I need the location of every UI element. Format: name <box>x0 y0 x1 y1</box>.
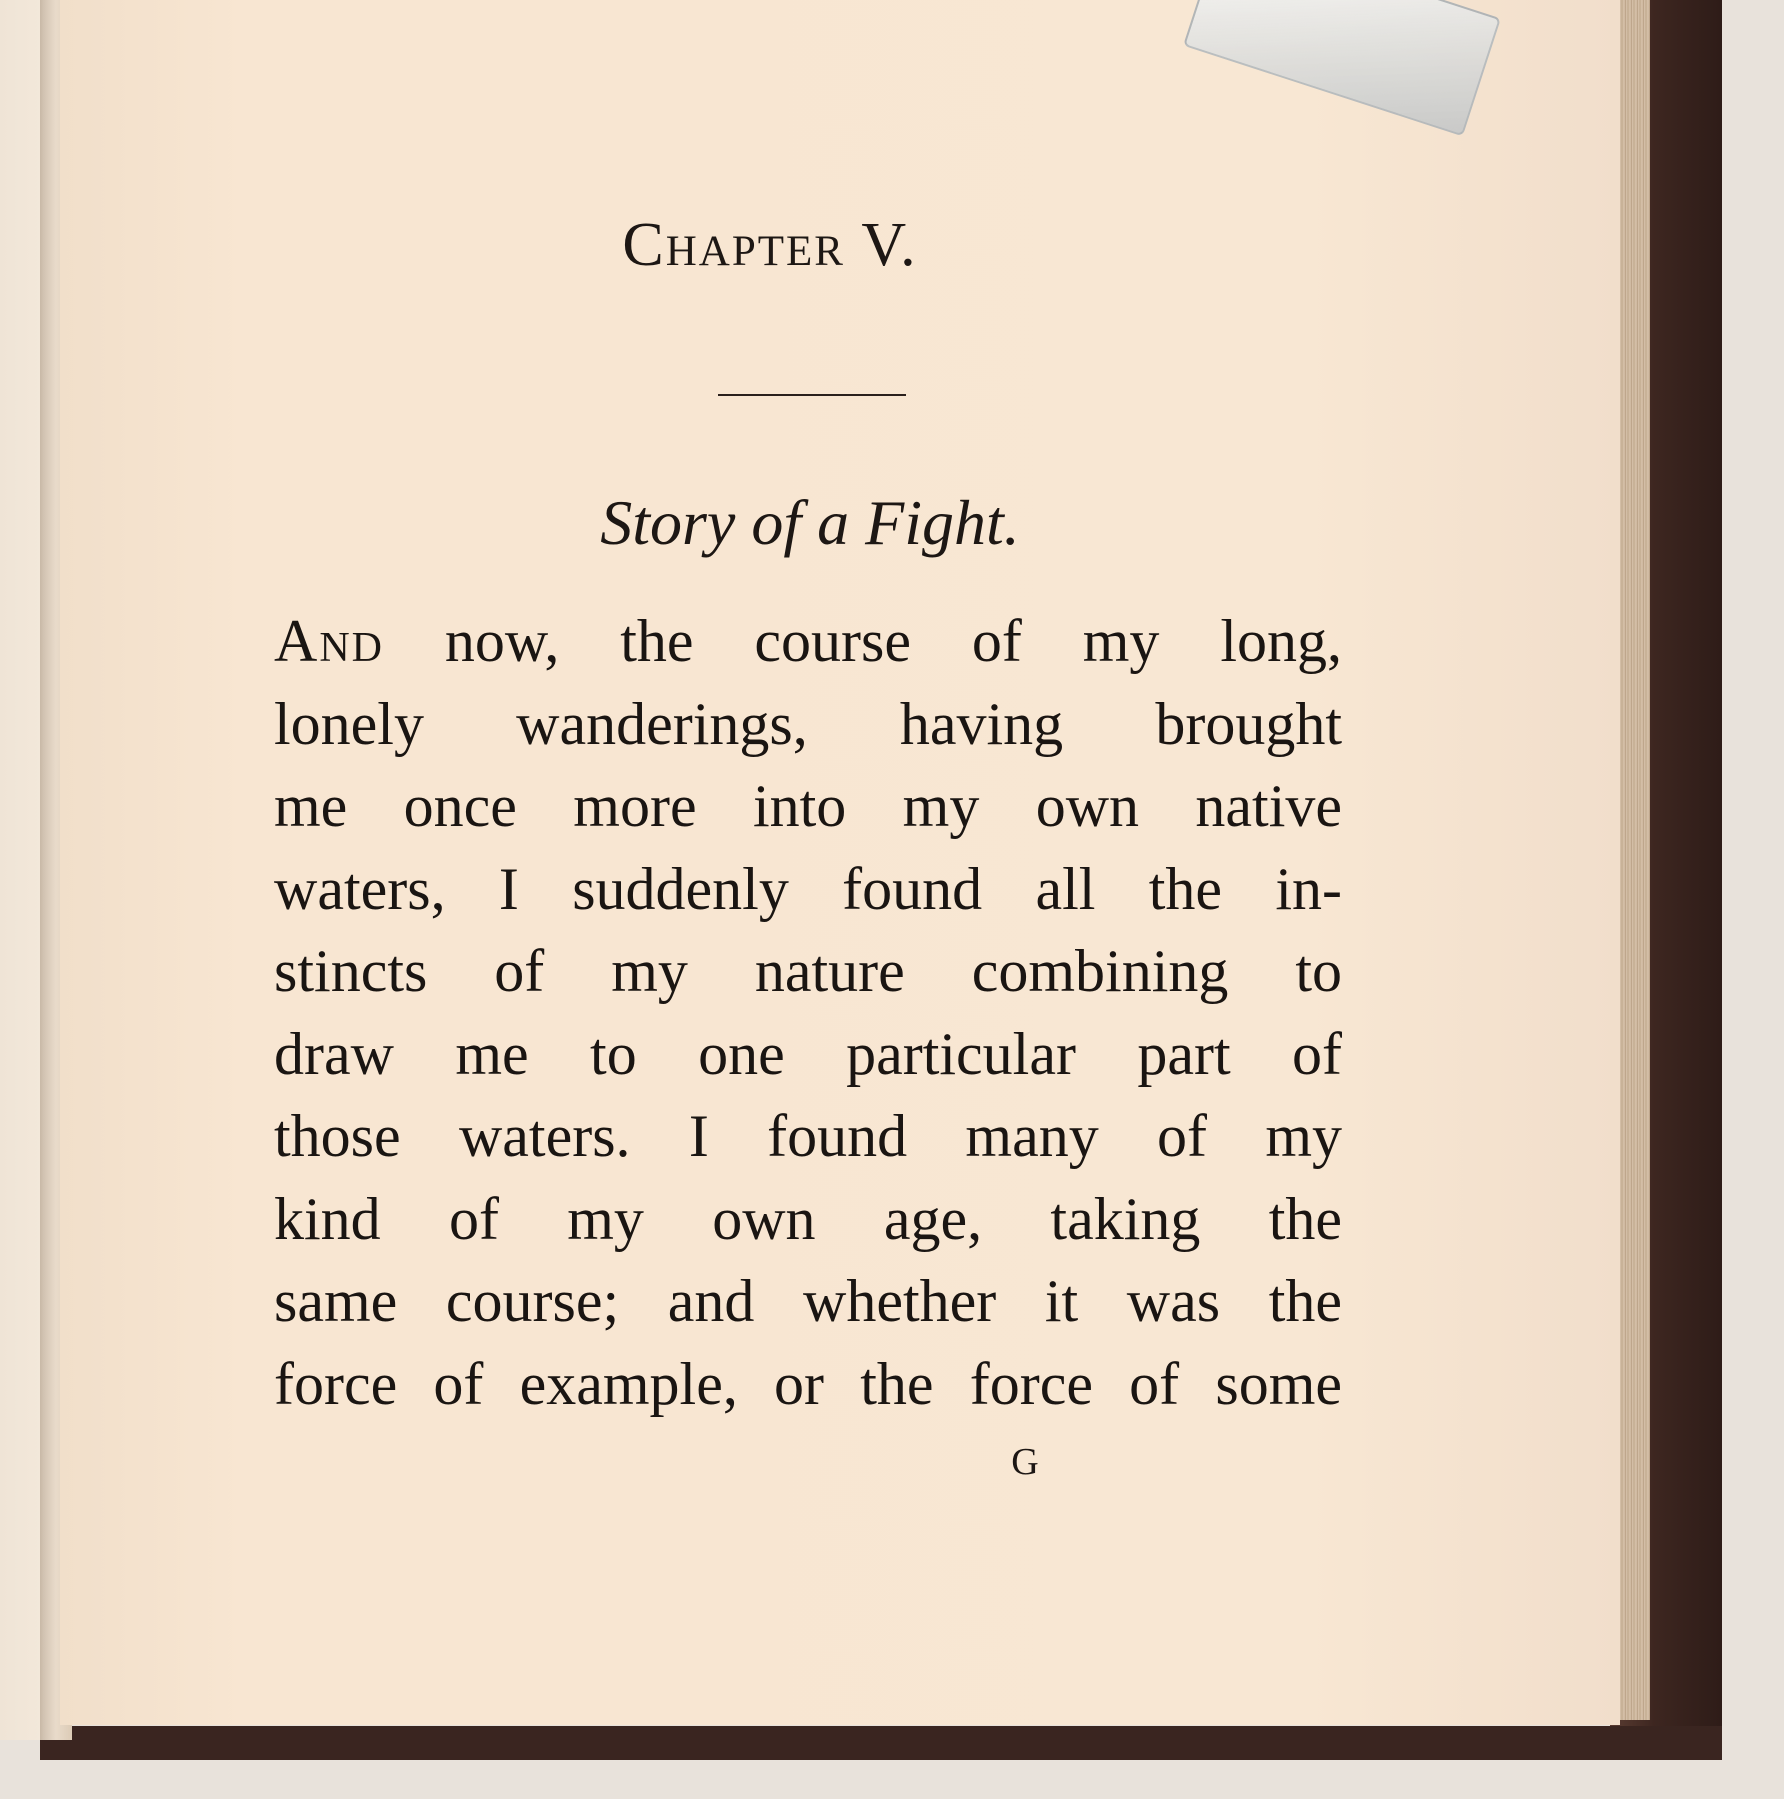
section-title: Story of a Fight. <box>600 487 1020 558</box>
text-line-9: same course; and whether it was the <box>274 1268 1342 1334</box>
text-line-3: me once more into my own native <box>274 773 1342 839</box>
opening-word: And <box>274 608 384 674</box>
chapter-heading: Chapter V. <box>622 211 918 279</box>
text-line-2: lonely wanderings, having brought <box>274 690 1342 757</box>
cover-edge-bottom <box>40 1726 1722 1760</box>
signature-mark: G <box>1011 1441 1039 1483</box>
gutter-shadow <box>40 0 56 1740</box>
text-line-1 <box>274 600 1342 683</box>
text-line-8: kind of my own age, taking the <box>274 1185 1342 1252</box>
text-line-1-rest: now, the course of my long, <box>384 608 1342 674</box>
text-line-5: stincts of my nature combining to <box>274 938 1342 1004</box>
text-line-4: waters, I suddenly found all the in- <box>274 855 1342 922</box>
text-line-10: force of example, or the force of some <box>274 1350 1342 1417</box>
text-line-7: those waters. I found many of my <box>274 1103 1342 1169</box>
chapter-rule <box>718 394 906 396</box>
body-text <box>274 600 1342 1425</box>
text-line-6: draw me to one particular part of <box>274 1020 1342 1087</box>
